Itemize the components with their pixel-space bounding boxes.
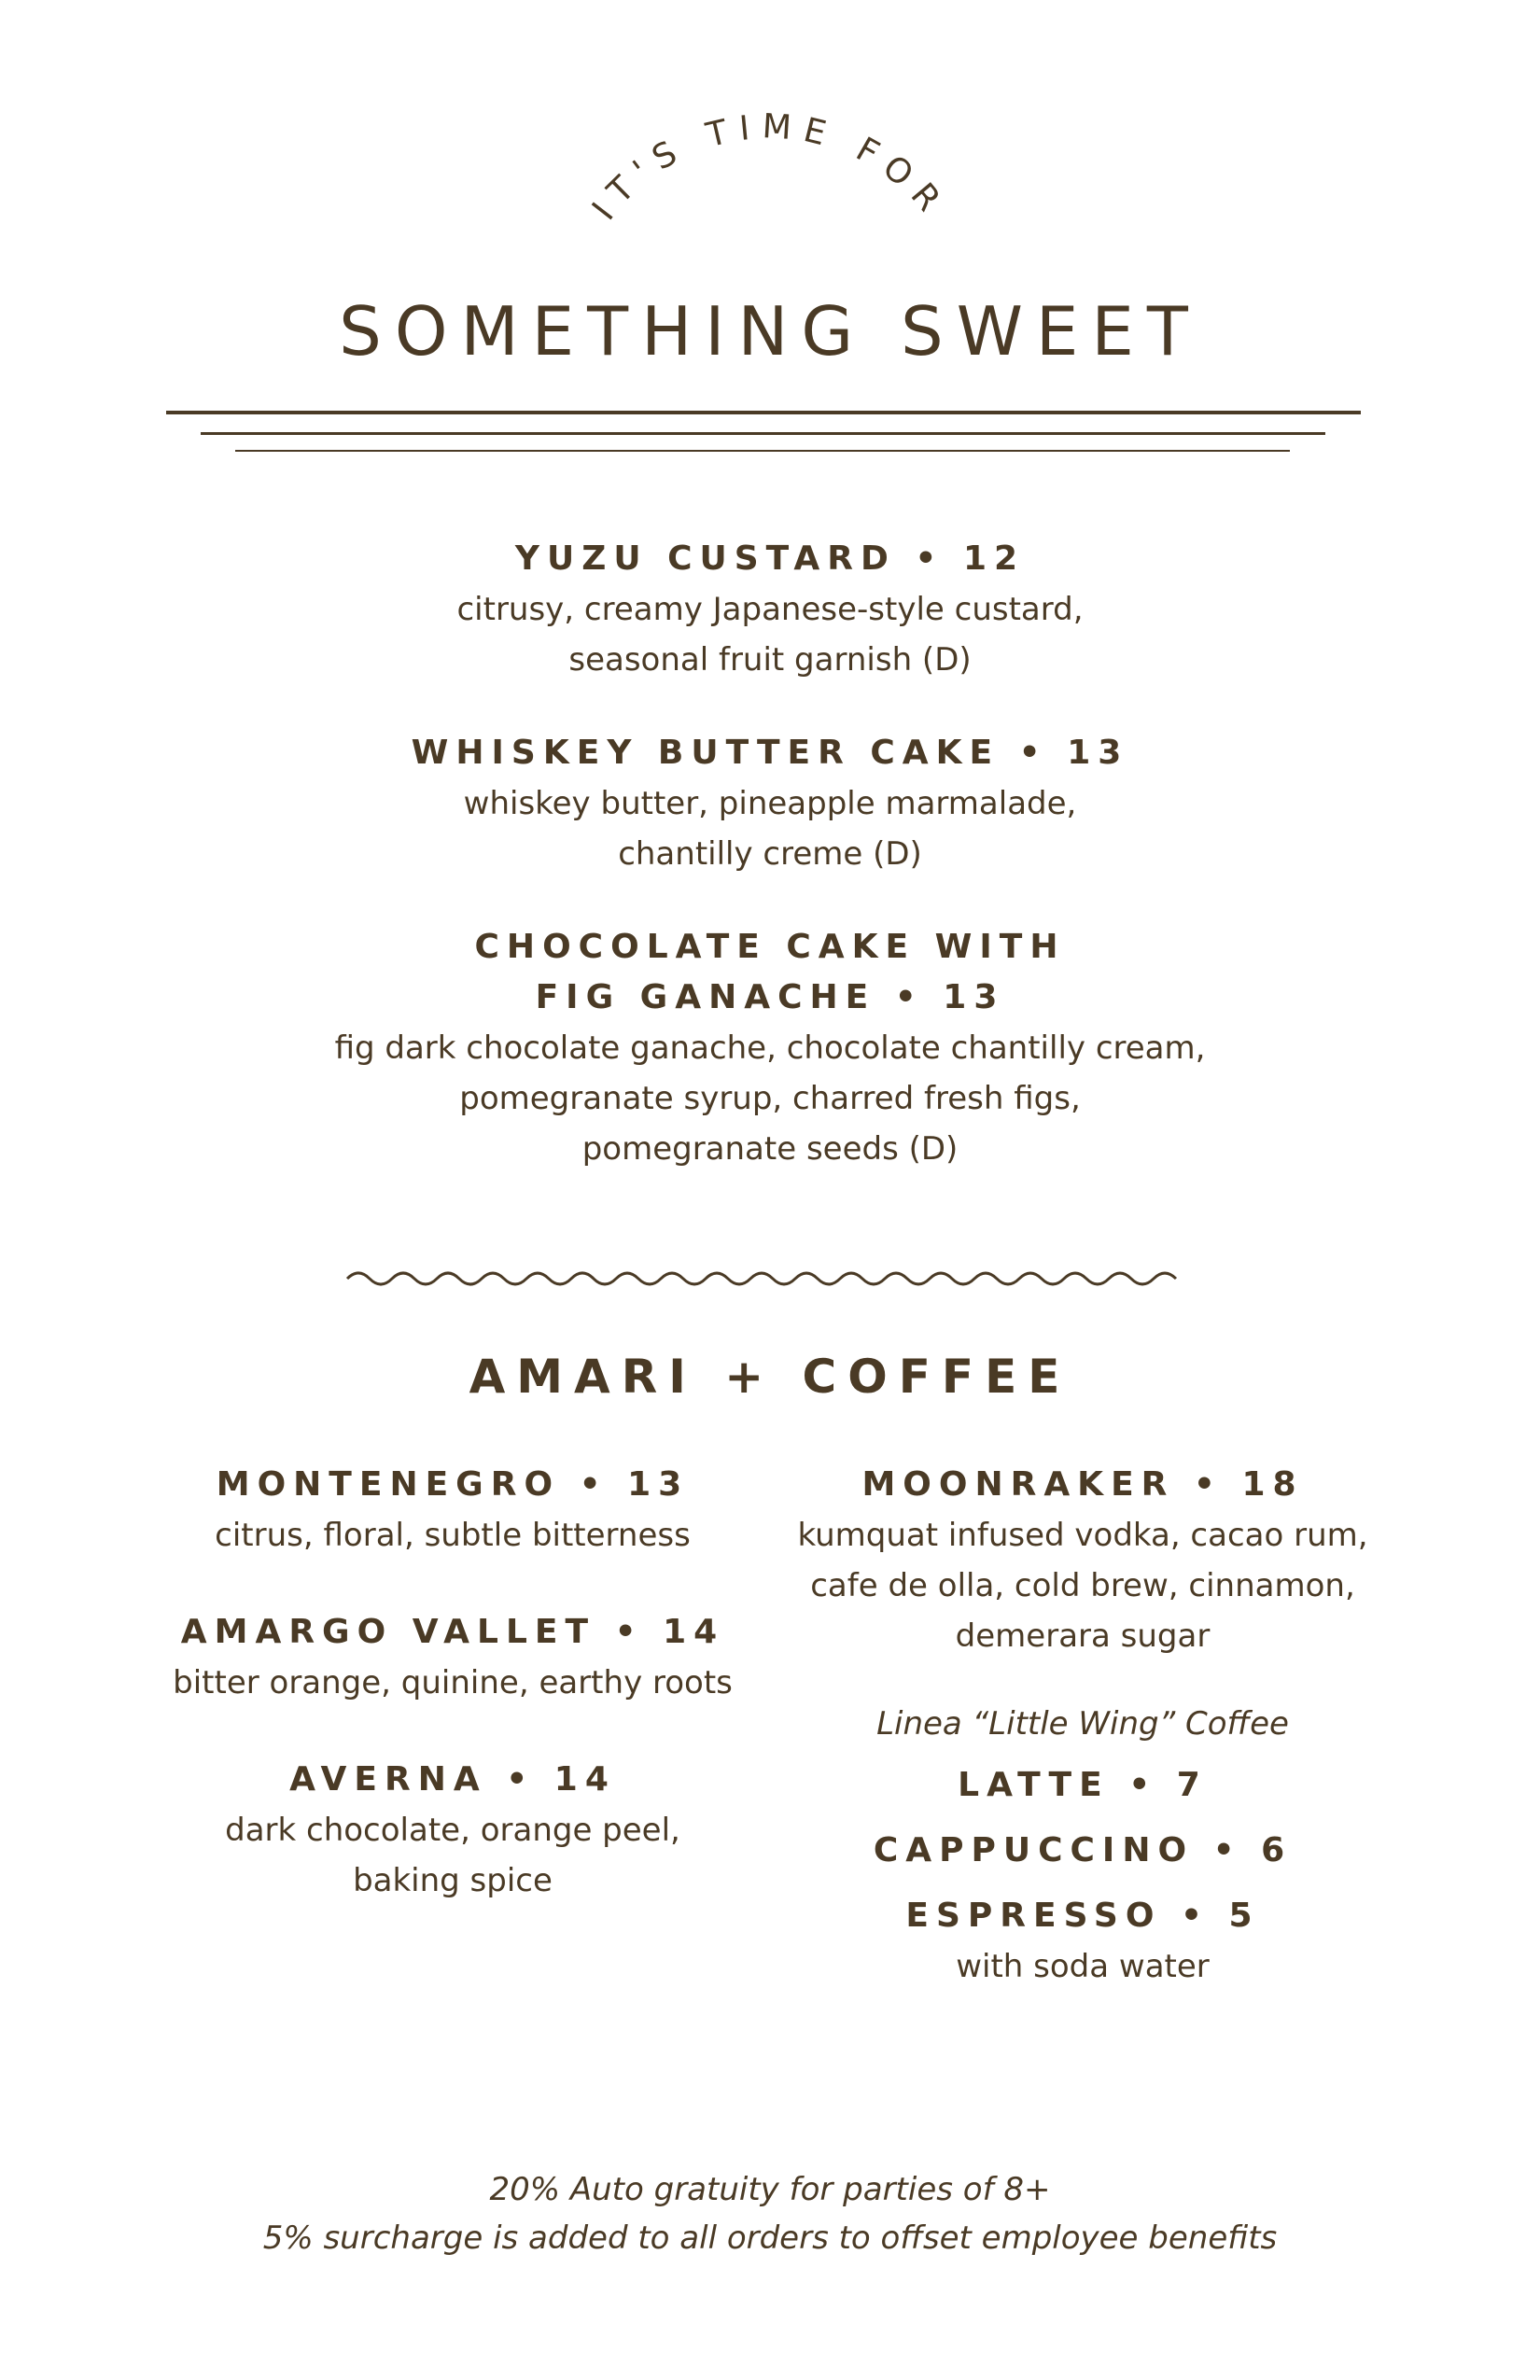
surcharge-note: 5% surcharge is added to all orders to offset employee benefits xyxy=(262,2219,1278,2257)
cocktail-desc: demerara sugar xyxy=(955,1617,1211,1655)
coffee-heading: Linea “Little Wing” Coffee xyxy=(876,1705,1289,1743)
amaro-desc: baking spice xyxy=(353,1862,553,1899)
amaro-desc: citrus, floral, subtle bitterness xyxy=(215,1517,691,1554)
dessert-name: WHISKEY BUTTER CAKE • 13 xyxy=(411,734,1129,772)
wave-divider xyxy=(345,1262,1185,1290)
amaro-name: MONTENEGRO • 13 xyxy=(216,1465,690,1504)
cocktail-desc: kumquat infused vodka, cacao rum, xyxy=(797,1517,1368,1554)
dessert-desc: seasonal fruit garnish (D) xyxy=(568,641,972,679)
cocktail-name: MOONRAKER • 18 xyxy=(861,1465,1304,1504)
section-title: AMARI + COFFEE xyxy=(469,1350,1071,1404)
dessert-item-yuzu xyxy=(210,534,1330,685)
arc-text: IT'S TIME FOR xyxy=(584,112,955,228)
page-title: SOMETHING SWEET xyxy=(339,292,1201,371)
title-rule-1 xyxy=(166,411,1361,414)
dessert-item-whiskey-cake xyxy=(210,728,1330,879)
coffee-item-espresso-desc: with soda water xyxy=(956,1948,1210,1985)
amaro-desc: bitter orange, quinine, earthy roots xyxy=(173,1664,733,1701)
amari-column xyxy=(154,1460,751,1953)
amaro-item-amargo-vallet xyxy=(154,1607,751,1708)
dessert-item-chocolate-cake xyxy=(210,922,1330,1174)
dessert-desc: chantilly creme (D) xyxy=(618,835,922,873)
title-rule-2 xyxy=(201,432,1325,435)
svg-text:IT'S TIME FOR xyxy=(585,112,955,228)
dessert-desc: whiskey butter, pineapple marmalade, xyxy=(463,785,1077,822)
amaro-item-montenegro xyxy=(154,1460,751,1561)
arched-heading xyxy=(0,112,1540,280)
dessert-name: CHOCOLATE CAKE WITH xyxy=(474,928,1066,966)
coffee-column xyxy=(775,1460,1391,1992)
dessert-desc: pomegranate syrup, charred fresh figs, xyxy=(459,1080,1081,1117)
cocktail-desc: cafe de olla, cold brew, cinnamon, xyxy=(810,1567,1355,1604)
coffee-item-cappuccino: CAPPUCCINO • 6 xyxy=(873,1831,1293,1869)
gratuity-note: 20% Auto gratuity for parties of 8+ xyxy=(489,2171,1051,2208)
dessert-name: YUZU CUSTARD • 12 xyxy=(514,539,1026,578)
amaro-name: AMARGO VALLET • 14 xyxy=(180,1613,725,1651)
cocktail-item-moonraker xyxy=(775,1460,1391,1661)
dessert-desc: pomegranate seeds (D) xyxy=(581,1130,959,1168)
dessert-menu xyxy=(210,534,1330,1217)
footer-notes xyxy=(0,2165,1540,2262)
amaro-name: AVERNA • 14 xyxy=(289,1760,616,1799)
dessert-desc: fig dark chocolate ganache, chocolate chantilly cream, xyxy=(334,1029,1206,1067)
amaro-item-averna xyxy=(154,1755,751,1906)
dessert-desc: citrusy, creamy Japanese-style custard, xyxy=(456,591,1084,628)
title-rule-3 xyxy=(235,450,1290,452)
coffee-item-latte: LATTE • 7 xyxy=(958,1766,1208,1804)
dessert-name: FIG GANACHE • 13 xyxy=(535,978,1005,1016)
coffee-item-espresso: ESPRESSO • 5 xyxy=(905,1897,1260,1935)
amaro-desc: dark chocolate, orange peel, xyxy=(225,1812,680,1849)
